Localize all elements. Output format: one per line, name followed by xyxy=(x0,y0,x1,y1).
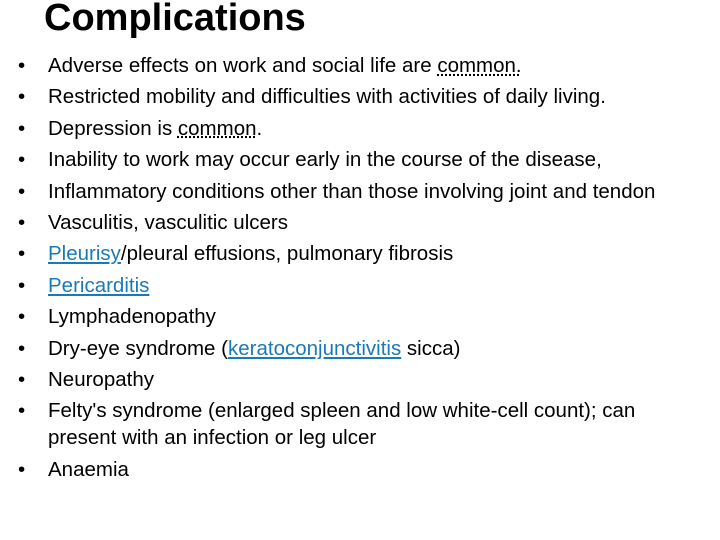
slide-title: Complications xyxy=(44,0,306,39)
item-text: /pleural effusions, pulmonary fibrosis xyxy=(120,242,454,266)
item-text: Inability to work may occur early in the course of the disease, xyxy=(48,148,602,172)
pleurisy-link[interactable]: Pleurisy xyxy=(48,242,121,266)
item-text: Neuropathy xyxy=(48,367,154,391)
pericarditis-link[interactable]: Pericarditis xyxy=(48,273,150,297)
complications-list xyxy=(18,52,708,487)
list-item-pleurisy xyxy=(18,240,708,267)
keratoconjunctivitis-link[interactable]: keratoconjunctivitis xyxy=(228,336,402,360)
list-item-neuropathy xyxy=(18,366,708,393)
list-item-adverse-effects xyxy=(18,52,708,79)
item-text: Dry-eye syndrome ( xyxy=(48,336,228,360)
list-item-lymphadenopathy xyxy=(18,303,708,330)
list-item-feltys-syndrome xyxy=(18,397,708,451)
item-text-suffix: sicca) xyxy=(401,336,461,360)
list-item-restricted-mobility xyxy=(18,83,708,110)
item-text: Adverse effects on work and social life are xyxy=(48,54,438,77)
emphasis-text: common xyxy=(177,116,257,140)
list-item-pericarditis xyxy=(18,272,708,299)
item-text: Anaemia xyxy=(48,457,129,481)
item-text: Depression is xyxy=(48,116,178,140)
list-item-depression xyxy=(18,115,708,142)
list-item-dry-eye xyxy=(18,335,708,362)
item-text-suffix: . xyxy=(256,116,263,140)
item-text: Lymphadenopathy xyxy=(48,305,216,329)
item-text: Felty's syndrome (enlarged spleen and low white-cell count); can present with an infection or leg ulcer xyxy=(48,399,636,450)
item-text: Restricted mobility and difficulties with activities of daily living. xyxy=(48,85,606,109)
emphasis-text: common. xyxy=(437,54,522,77)
item-text: Inflammatory conditions other than those involving joint and tendon xyxy=(48,179,656,203)
list-item-anaemia xyxy=(18,456,708,483)
list-item-inability-to-work xyxy=(18,146,708,173)
item-text: Vasculitis, vasculitic ulcers xyxy=(48,210,288,234)
list-item-inflammatory-conditions xyxy=(18,178,708,205)
list-item-vasculitis xyxy=(18,209,708,236)
